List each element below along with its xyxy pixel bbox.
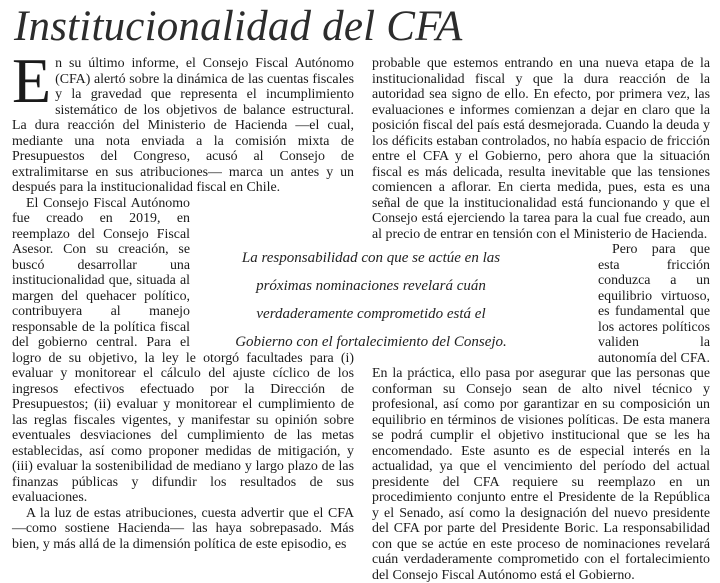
drop-cap: E [12,45,52,116]
paragraph-2-text: El Consejo Fiscal Autónomo fue creado en 2019, en reemplazo del Consejo Fiscal Asesor. Con su creación, se buscó desarrollar una institucionalidad que, situada al margen del quehacer político, contribuyera al manejo responsable de la política fiscal del gobierno central. Para el logro de su objetivo, la ley le otorgó facultades para (i) evaluar y monitorear el cálculo del ajuste cíclico de los ingresos efectivos efectuado por la Dirección de Presupuestos; (ii) evaluar y monitorear el cumplimiento de las reglas fiscales vigentes, y manifestar su opinión sobre eventuales desviaciones del cumplimiento de las metas establecidas, así como proponer medidas de mitigación, y (iii) evaluar la sostenibilidad de mediano y largo plazo de las finanzas públicas y difundir los resultados de sus evaluaciones. [12,195,354,505]
article-title: Institucionalidad del CFA [14,3,463,50]
pull-quote-line: verdaderamente comprometido está el [256,306,486,322]
pull-quote-line: Gobierno con el fortalecimiento del Consejo. [235,334,507,350]
pull-quote [224,244,518,354]
paragraph-3-continued: probable que estemos entrando en una nueva etapa de la institucionalidad fiscal y que la dura reacción de la autoridad sea signo de ello. En efecto, por primera vez, las evaluaciones e informes comienzan a dejar en claro que la posición fiscal del país está desmejorada. Cuando la deuda y los déficits estaban controlados, no había espacio de fricción entre el CFA y el Gobierno, pero ahora que la situación fiscal es más delicada, resulta inevitable que las tensiones comiencen a aflorar. En cierta medida, pues, esta es una señal de que la institucionalidad está funcionando y que el Consejo está ejerciendo la tarea para la cual fue creado, aun al precio de entrar en tensión con el Ministerio de Hacienda. [372,56,710,242]
pull-quote-line: próximas nominaciones revelará cuán [256,278,486,294]
paragraph-4-text: Pero para que esta fricción conduzca a un equilibrio virtuoso, es fundamental que los actores políticos validen la autonomía del CFA. En la práctica, ello pasa por asegurar que las personas que conforman su Consejo sean de alto nivel técnico y profesional, así como por garantizar en su composición un equilibrio en términos de visiones políticas. De esta manera se podrá cumplir el objetivo institucional que se les ha encomendado. Este asunto es de especial interés en la actualidad, ya que el vencimiento del período del actual presidente del CFA requiere su reemplazo en un procedimiento conjunto entre el Presidente de la República y el Senado, así como la designación del nuevo presidente del CFA por parte del Presidente Boric. La responsabilidad con que se actúe en este proceso de nominaciones revelará cuán verdaderamente comprometido con el fortalecimiento del Consejo Fiscal Autónomo está el Gobierno. [372,242,711,583]
paragraph-1: n su último informe, el Consejo Fiscal Autónomo (CFA) alertó sobre la dinámica de las cuentas fiscales y la gravedad que representa el incumplimiento sistemático de los objetivos de balance estructural. La dura reacción del Ministerio de Hacienda —el cual, mediante una nota enviada a la comisión mixta de Presupuestos del Congreso, acusó al Consejo de extralimitarse en sus atribuciones— marca un antes y un después para la institucionalidad fiscal en Chile. [12,56,354,195]
paragraph-3: A la luz de estas atribuciones, cuesta advertir que el CFA —como sostiene Hacienda— las haya sobrepasado. Más bien, y más allá de la dimensión política de este episodio, es [12,505,354,552]
pull-quote-line: La responsabilidad con que se actúe en las [241,250,501,266]
